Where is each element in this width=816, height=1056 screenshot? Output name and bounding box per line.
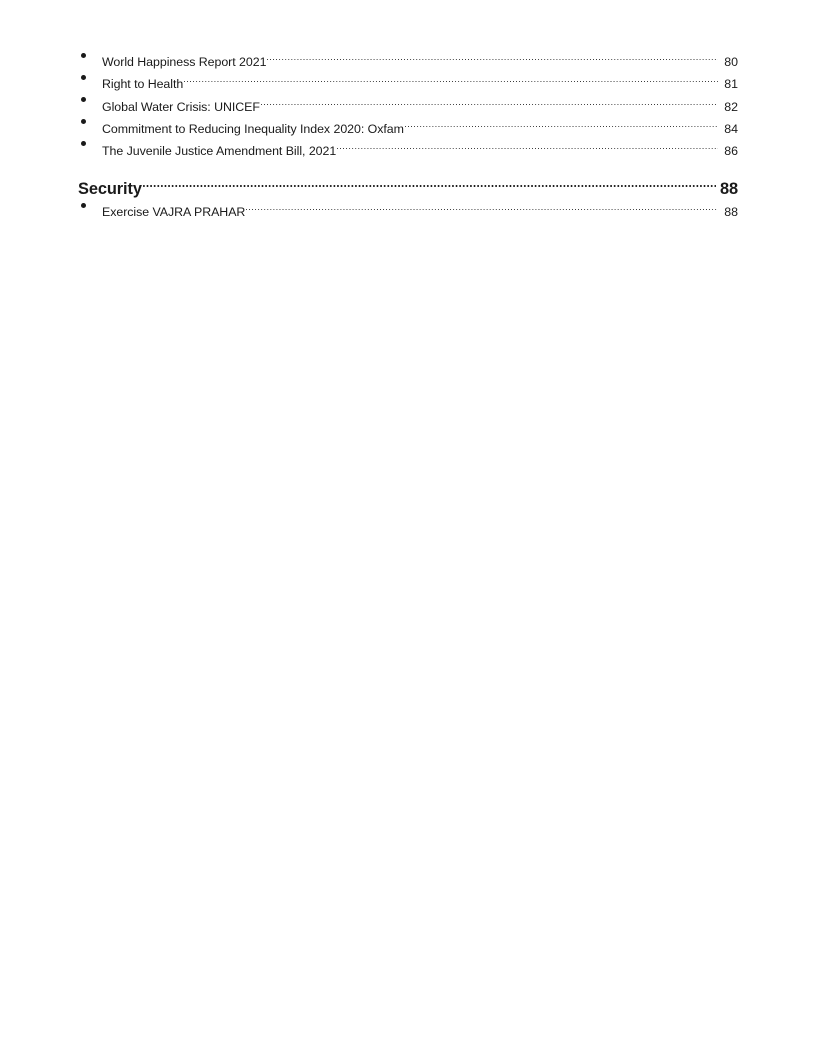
- bullet-dot-icon: [78, 141, 102, 146]
- toc-section-title: Security: [78, 179, 142, 198]
- toc-page-number: 86: [724, 143, 738, 158]
- toc-leader-dots: [261, 88, 718, 110]
- bullet-dot-icon: [78, 119, 102, 124]
- toc-entry-title: Commitment to Reducing Inequality Index 2020: Oxfam: [102, 121, 404, 136]
- bullet-dot-glyph: [81, 119, 86, 124]
- bullet-dot-icon: [78, 53, 102, 58]
- toc-leader-dots: [246, 194, 718, 216]
- toc-entry-row[interactable]: [78, 44, 738, 70]
- bullet-dot-glyph: [81, 53, 86, 58]
- toc-leader-dots: [405, 111, 718, 133]
- bullet-dot-glyph: [81, 141, 86, 146]
- toc-section-row[interactable]: [78, 168, 738, 198]
- bullet-dot-glyph: [81, 97, 86, 102]
- bullet-dot-glyph: [81, 75, 86, 80]
- toc-leader-dots: [184, 66, 718, 88]
- toc-page-number: 88: [724, 205, 738, 220]
- table-of-contents: [78, 44, 738, 220]
- toc-page-number: 80: [724, 55, 738, 70]
- toc-page-number: 82: [724, 99, 738, 114]
- toc-leader-dots: [337, 133, 718, 155]
- toc-page-number: 84: [724, 121, 738, 136]
- toc-page-number: 88: [719, 179, 738, 198]
- toc-entry-title: World Happiness Report 2021: [102, 55, 267, 70]
- toc-leader-dots: [143, 168, 716, 194]
- toc-entry-title: Exercise VAJRA PRAHAR: [102, 205, 246, 220]
- toc-entry-title: Global Water Crisis: UNICEF: [102, 99, 260, 114]
- bullet-dot-icon: [78, 203, 102, 208]
- toc-page-number: 81: [724, 77, 738, 92]
- toc-leader-dots: [267, 44, 718, 66]
- toc-entry-row[interactable]: [78, 194, 738, 220]
- bullet-dot-glyph: [81, 203, 86, 208]
- toc-entry-title: Right to Health: [102, 77, 184, 92]
- bullet-dot-icon: [78, 75, 102, 80]
- toc-entry-title: The Juvenile Justice Amendment Bill, 2021: [102, 143, 337, 158]
- bullet-dot-icon: [78, 97, 102, 102]
